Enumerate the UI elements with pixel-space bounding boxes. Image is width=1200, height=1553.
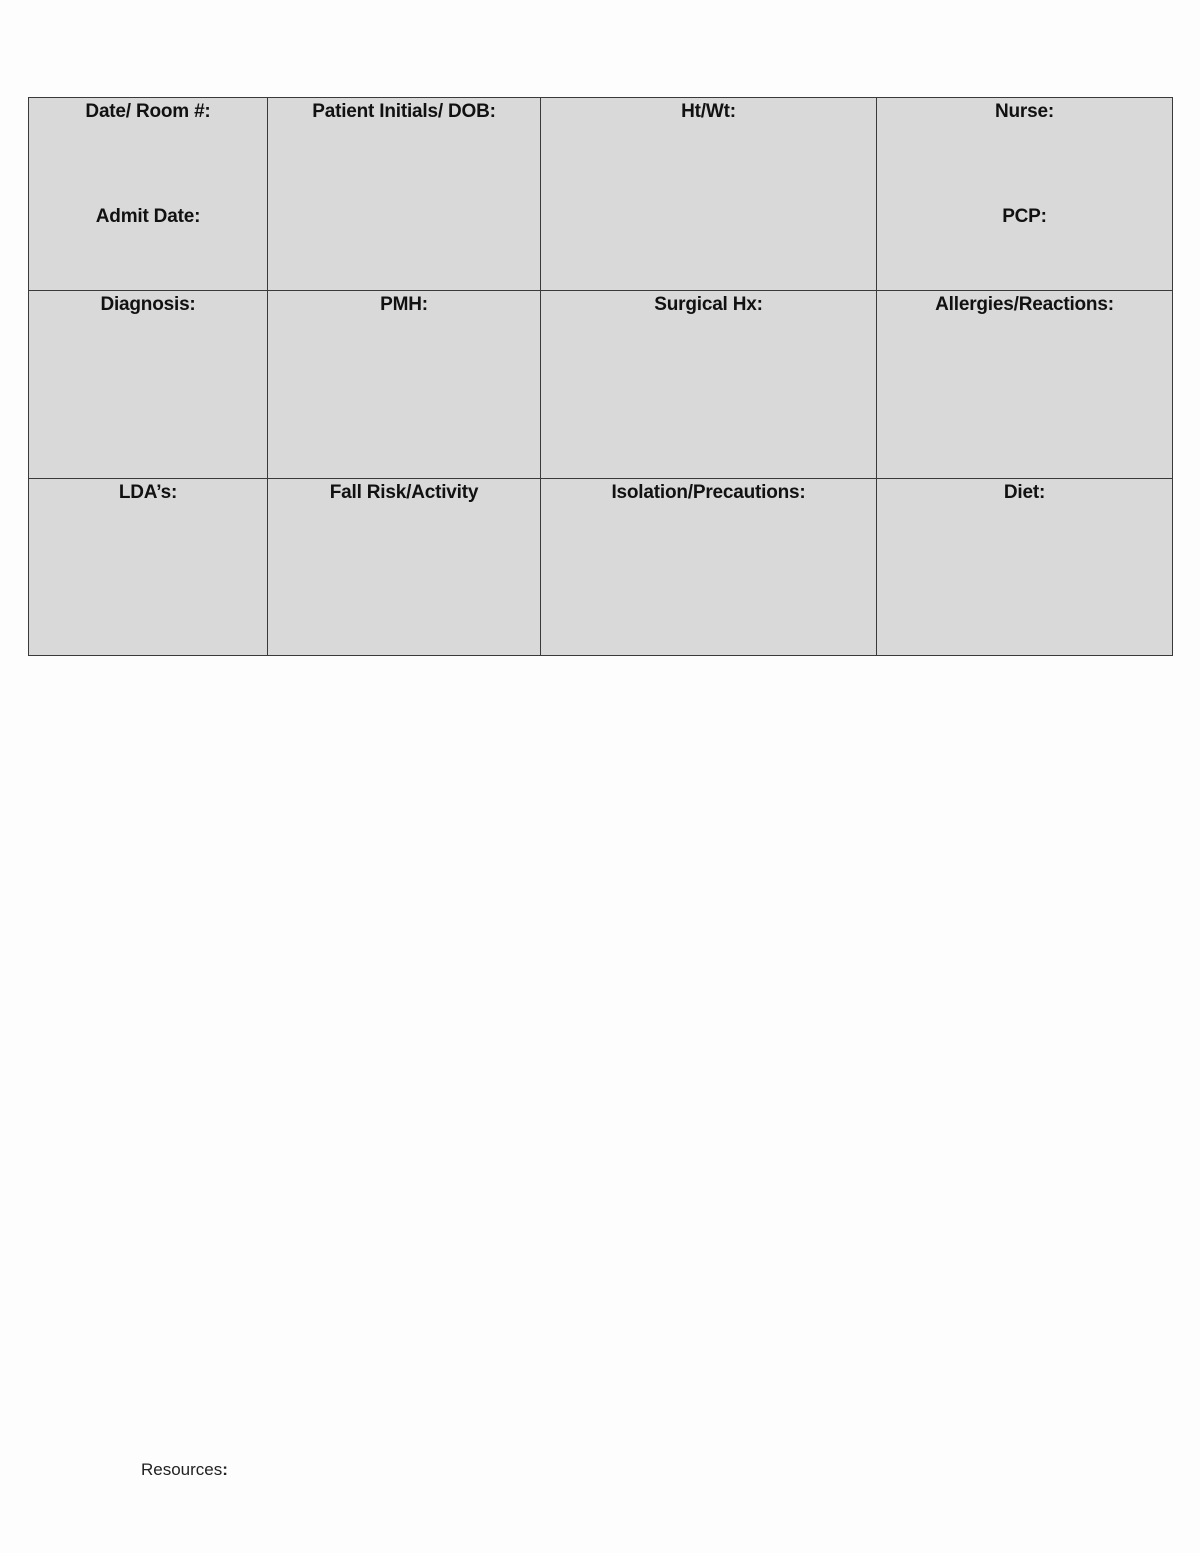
patient-report-table (28, 97, 1173, 656)
admit-date-label: Admit Date: (95, 206, 201, 227)
resources-footer (141, 1460, 228, 1480)
diet-label: Diet: (1003, 482, 1046, 503)
nurse-cell[interactable] (877, 98, 1173, 291)
isolation-label: Isolation/Precautions: (611, 482, 806, 503)
diet-cell[interactable] (877, 479, 1173, 656)
diagnosis-label: Diagnosis: (100, 294, 196, 315)
resources-colon: : (222, 1460, 228, 1479)
fall-risk-cell[interactable] (268, 479, 541, 656)
patient-initials-dob-label: Patient Initials/ DOB: (312, 101, 496, 122)
table-row (29, 98, 1173, 291)
surgical-hx-cell[interactable] (541, 291, 877, 479)
date-room-cell[interactable] (29, 98, 268, 291)
pmh-cell[interactable] (268, 291, 541, 479)
table-row (29, 291, 1173, 479)
height-weight-label: Ht/Wt: (681, 101, 736, 122)
ldas-label: LDA’s: (118, 482, 178, 503)
allergies-cell[interactable] (877, 291, 1173, 479)
resources-label: Resources (141, 1460, 223, 1479)
nurse-label: Nurse: (995, 101, 1054, 122)
height-weight-cell[interactable] (541, 98, 877, 291)
surgical-hx-label: Surgical Hx: (654, 294, 763, 315)
date-room-label: Date/ Room #: (85, 101, 211, 122)
fall-risk-label: Fall Risk/Activity (329, 482, 479, 503)
table-row (29, 479, 1173, 656)
ldas-cell[interactable] (29, 479, 268, 656)
diagnosis-cell[interactable] (29, 291, 268, 479)
isolation-cell[interactable] (541, 479, 877, 656)
allergies-label: Allergies/Reactions: (935, 294, 1114, 315)
pmh-label: PMH: (380, 294, 428, 315)
patient-initials-dob-cell[interactable] (268, 98, 541, 291)
pcp-label: PCP: (1002, 206, 1047, 227)
